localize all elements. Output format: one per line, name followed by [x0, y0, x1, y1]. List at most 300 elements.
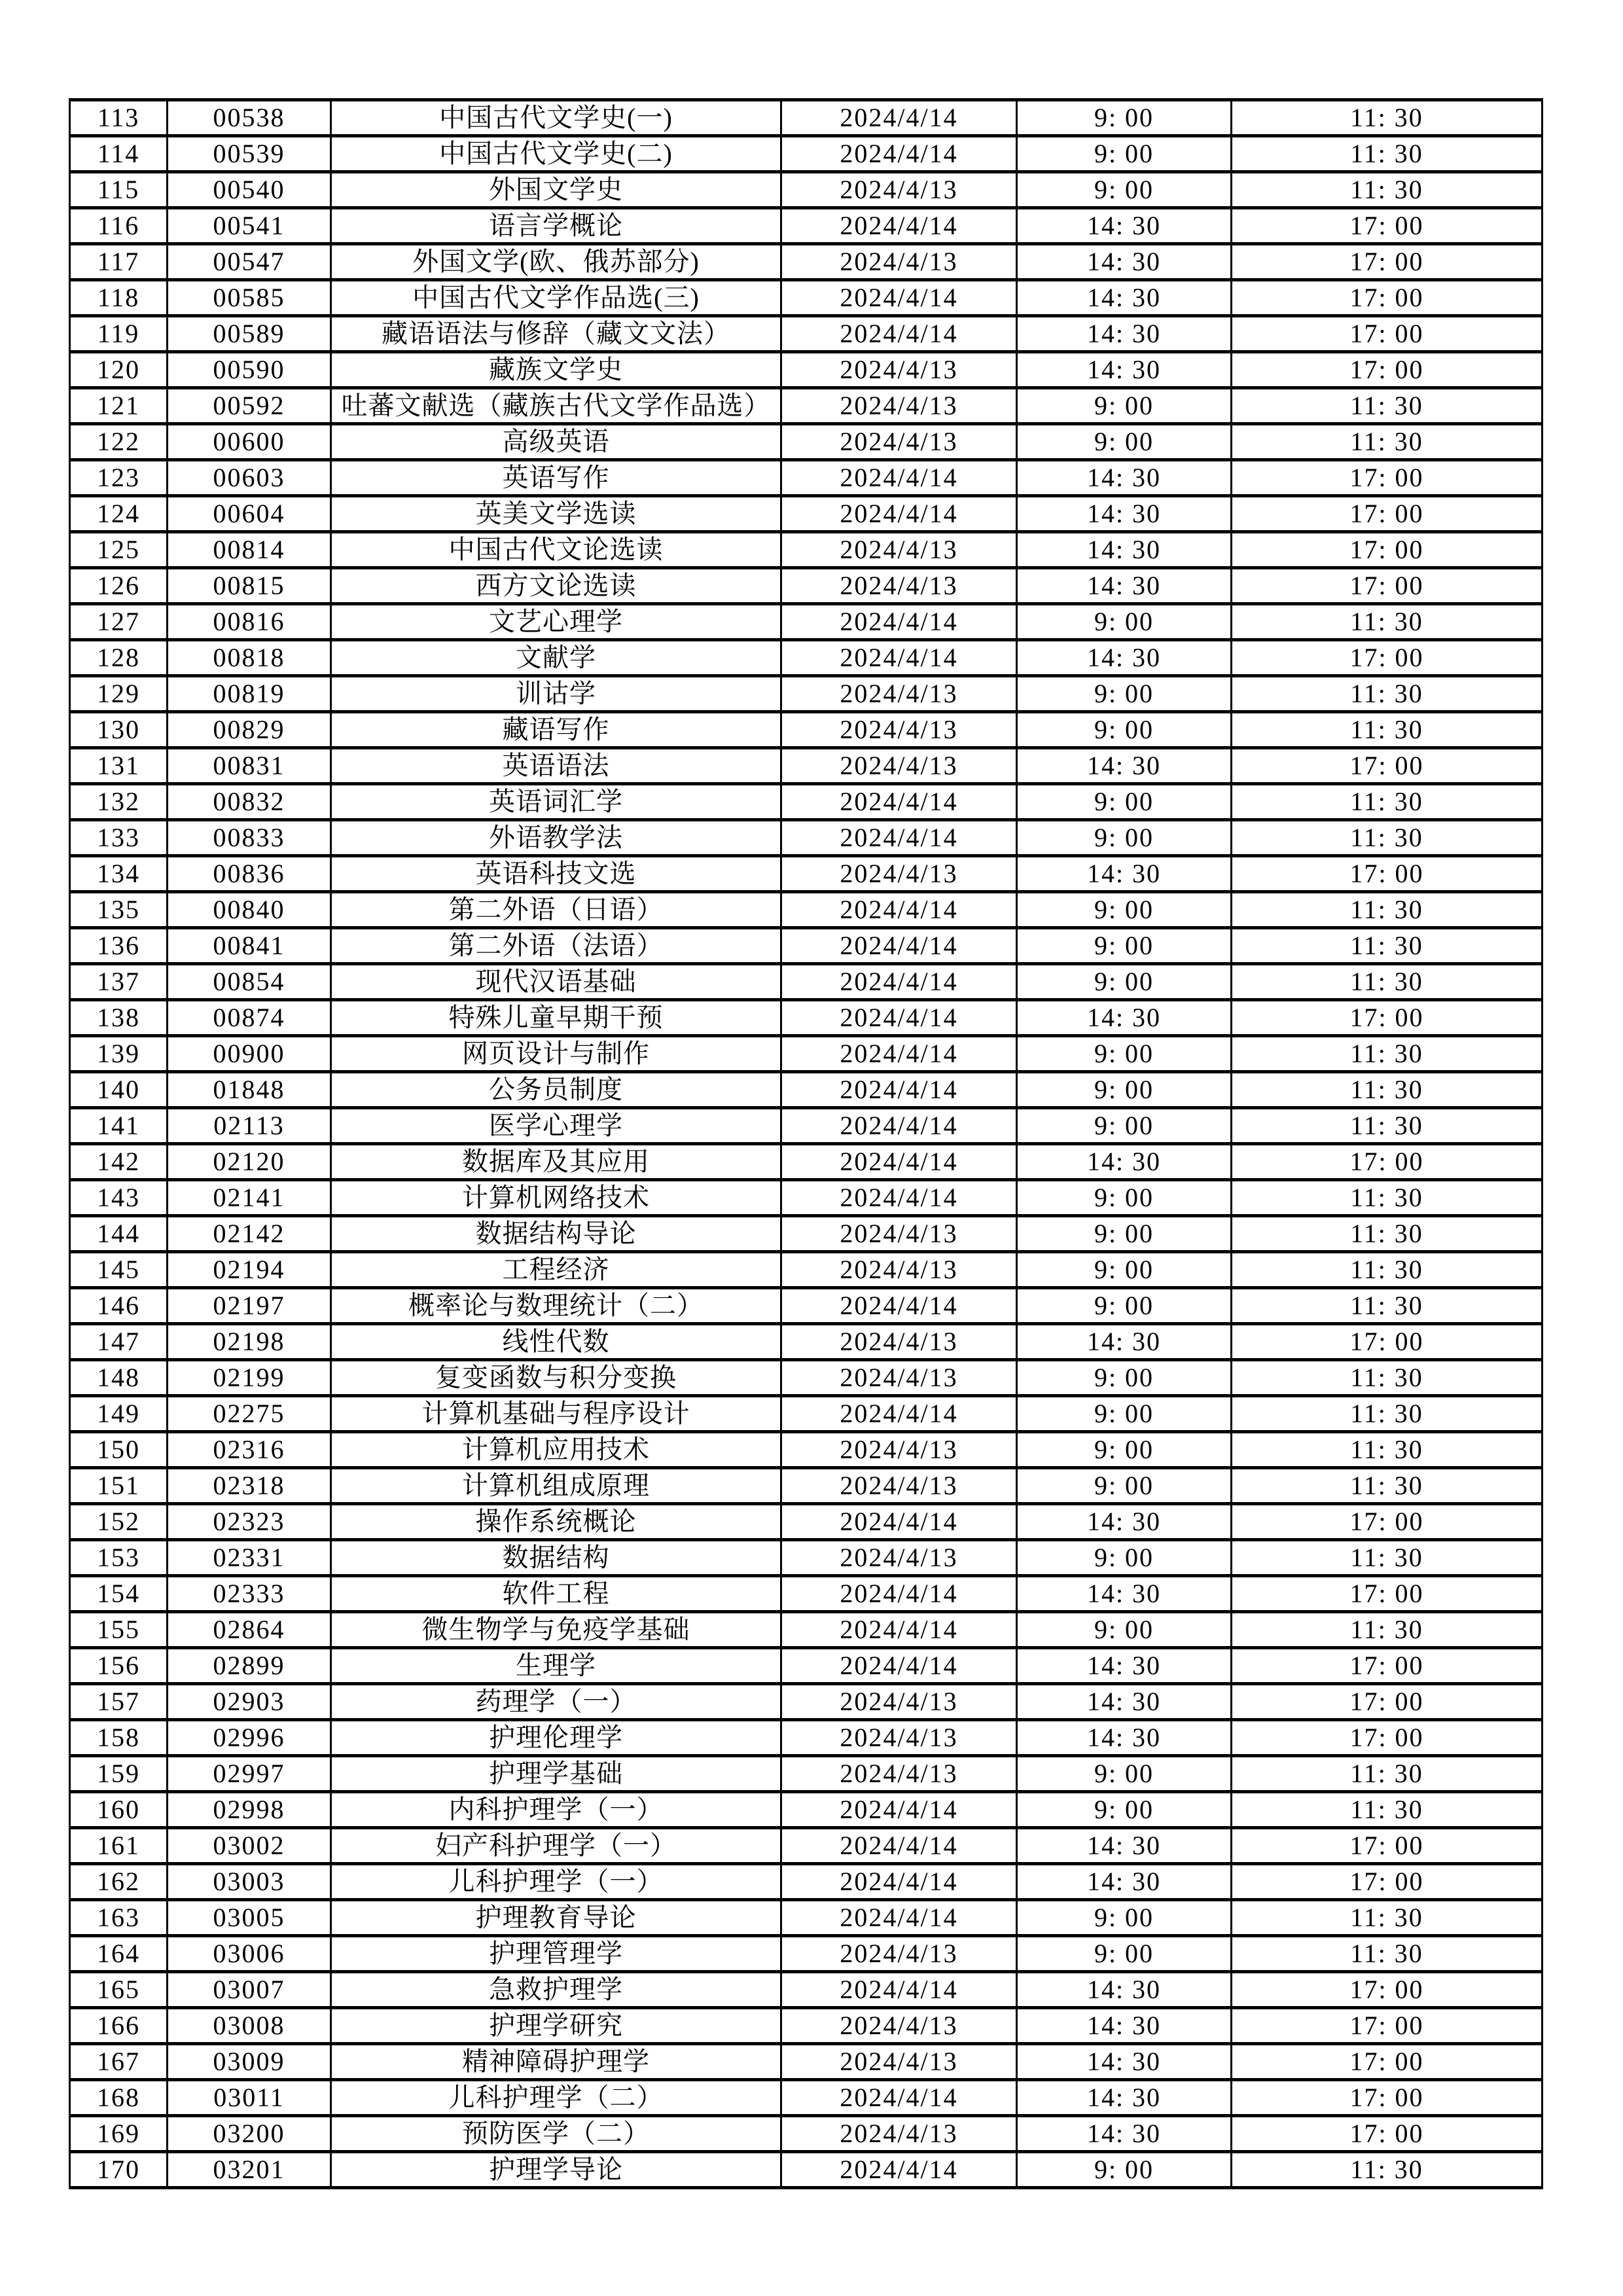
- exam-date-cell: 2024/4/13: [781, 1468, 1017, 1504]
- course-code-cell: 02333: [168, 1576, 331, 1612]
- exam-date-cell: 2024/4/13: [781, 1684, 1017, 1720]
- start-time-cell: 14: 30: [1017, 280, 1232, 316]
- end-time-cell: 17: 00: [1232, 2044, 1543, 2080]
- course-code-cell: 02141: [168, 1180, 331, 1216]
- table-row: [70, 2152, 1543, 2188]
- exam-date-cell: 2024/4/14: [781, 1036, 1017, 1072]
- row-number-cell: 124: [70, 496, 168, 532]
- course-code-cell: 00585: [168, 280, 331, 316]
- end-time-cell: 17: 00: [1232, 2116, 1543, 2152]
- table-row: [70, 532, 1543, 568]
- row-number-cell: 136: [70, 928, 168, 964]
- exam-date-cell: 2024/4/14: [781, 496, 1017, 532]
- course-code-cell: 00816: [168, 604, 331, 640]
- course-name-cell: 英语科技文选: [331, 856, 781, 892]
- row-number-cell: 142: [70, 1144, 168, 1180]
- exam-date-cell: 2024/4/14: [781, 1612, 1017, 1648]
- course-code-cell: 00603: [168, 460, 331, 496]
- row-number-cell: 115: [70, 172, 168, 208]
- end-time-cell: 11: 30: [1232, 892, 1543, 928]
- exam-date-cell: 2024/4/13: [781, 352, 1017, 388]
- start-time-cell: 14: 30: [1017, 856, 1232, 892]
- exam-date-cell: 2024/4/14: [781, 280, 1017, 316]
- exam-date-cell: 2024/4/13: [781, 748, 1017, 784]
- course-name-cell: 护理学导论: [331, 2152, 781, 2188]
- exam-date-cell: 2024/4/14: [781, 1180, 1017, 1216]
- table-row: [70, 1108, 1543, 1144]
- course-code-cell: 02998: [168, 1792, 331, 1828]
- table-row: [70, 424, 1543, 460]
- course-code-cell: 02997: [168, 1756, 331, 1792]
- end-time-cell: 11: 30: [1232, 1360, 1543, 1396]
- course-code-cell: 00604: [168, 496, 331, 532]
- course-code-cell: 00840: [168, 892, 331, 928]
- exam-date-cell: 2024/4/14: [781, 1108, 1017, 1144]
- end-time-cell: 11: 30: [1232, 820, 1543, 856]
- exam-date-cell: 2024/4/14: [781, 2152, 1017, 2188]
- table-row: [70, 604, 1543, 640]
- exam-date-cell: 2024/4/13: [781, 856, 1017, 892]
- row-number-cell: 121: [70, 388, 168, 424]
- end-time-cell: 17: 00: [1232, 748, 1543, 784]
- course-code-cell: 02899: [168, 1648, 331, 1684]
- course-code-cell: 02331: [168, 1540, 331, 1576]
- table-row: [70, 1684, 1543, 1720]
- course-code-cell: 02113: [168, 1108, 331, 1144]
- start-time-cell: 14: 30: [1017, 568, 1232, 604]
- end-time-cell: 17: 00: [1232, 1828, 1543, 1864]
- row-number-cell: 120: [70, 352, 168, 388]
- row-number-cell: 135: [70, 892, 168, 928]
- table-row: [70, 2080, 1543, 2116]
- end-time-cell: 17: 00: [1232, 460, 1543, 496]
- course-name-cell: 计算机组成原理: [331, 1468, 781, 1504]
- end-time-cell: 11: 30: [1232, 1216, 1543, 1252]
- table-row: [70, 1576, 1543, 1612]
- end-time-cell: 11: 30: [1232, 1756, 1543, 1792]
- row-number-cell: 165: [70, 1972, 168, 2008]
- end-time-cell: 11: 30: [1232, 1072, 1543, 1108]
- start-time-cell: 14: 30: [1017, 2080, 1232, 2116]
- exam-date-cell: 2024/4/14: [781, 1828, 1017, 1864]
- start-time-cell: 9: 00: [1017, 1900, 1232, 1936]
- course-code-cell: 03008: [168, 2008, 331, 2044]
- start-time-cell: 14: 30: [1017, 316, 1232, 352]
- course-code-cell: 02996: [168, 1720, 331, 1756]
- start-time-cell: 14: 30: [1017, 1504, 1232, 1540]
- table-row: [70, 1432, 1543, 1468]
- row-number-cell: 116: [70, 208, 168, 244]
- row-number-cell: 140: [70, 1072, 168, 1108]
- start-time-cell: 9: 00: [1017, 892, 1232, 928]
- table-row: [70, 1864, 1543, 1900]
- start-time-cell: 9: 00: [1017, 1936, 1232, 1972]
- end-time-cell: 17: 00: [1232, 2008, 1543, 2044]
- start-time-cell: 9: 00: [1017, 1396, 1232, 1432]
- course-name-cell: 护理管理学: [331, 1936, 781, 1972]
- course-name-cell: 藏族文学史: [331, 352, 781, 388]
- course-name-cell: 护理学研究: [331, 2008, 781, 2044]
- row-number-cell: 123: [70, 460, 168, 496]
- end-time-cell: 11: 30: [1232, 1396, 1543, 1432]
- end-time-cell: 11: 30: [1232, 1612, 1543, 1648]
- end-time-cell: 17: 00: [1232, 244, 1543, 280]
- start-time-cell: 9: 00: [1017, 1540, 1232, 1576]
- course-name-cell: 精神障碍护理学: [331, 2044, 781, 2080]
- end-time-cell: 11: 30: [1232, 136, 1543, 172]
- row-number-cell: 145: [70, 1252, 168, 1288]
- table-row: [70, 1900, 1543, 1936]
- course-code-cell: 00541: [168, 208, 331, 244]
- table-row: [70, 1072, 1543, 1108]
- end-time-cell: 11: 30: [1232, 388, 1543, 424]
- table-row: [70, 2008, 1543, 2044]
- exam-date-cell: 2024/4/13: [781, 2008, 1017, 2044]
- table-row: [70, 784, 1543, 820]
- exam-date-cell: 2024/4/13: [781, 1936, 1017, 1972]
- table-row: [70, 460, 1543, 496]
- course-code-cell: 00600: [168, 424, 331, 460]
- end-time-cell: 17: 00: [1232, 208, 1543, 244]
- row-number-cell: 137: [70, 964, 168, 1000]
- end-time-cell: 11: 30: [1232, 1936, 1543, 1972]
- end-time-cell: 11: 30: [1232, 604, 1543, 640]
- course-name-cell: 护理伦理学: [331, 1720, 781, 1756]
- table-row: [70, 352, 1543, 388]
- exam-date-cell: 2024/4/14: [781, 784, 1017, 820]
- exam-date-cell: 2024/4/14: [781, 100, 1017, 136]
- end-time-cell: 17: 00: [1232, 568, 1543, 604]
- start-time-cell: 14: 30: [1017, 1648, 1232, 1684]
- row-number-cell: 122: [70, 424, 168, 460]
- end-time-cell: 11: 30: [1232, 1180, 1543, 1216]
- table-row: [70, 244, 1543, 280]
- course-name-cell: 计算机基础与程序设计: [331, 1396, 781, 1432]
- start-time-cell: 9: 00: [1017, 100, 1232, 136]
- course-code-cell: 00592: [168, 388, 331, 424]
- table-row: [70, 1540, 1543, 1576]
- course-name-cell: 高级英语: [331, 424, 781, 460]
- row-number-cell: 158: [70, 1720, 168, 1756]
- course-name-cell: 文艺心理学: [331, 604, 781, 640]
- exam-date-cell: 2024/4/13: [781, 1216, 1017, 1252]
- start-time-cell: 9: 00: [1017, 712, 1232, 748]
- end-time-cell: 11: 30: [1232, 1432, 1543, 1468]
- course-name-cell: 数据结构: [331, 1540, 781, 1576]
- start-time-cell: 9: 00: [1017, 424, 1232, 460]
- course-code-cell: 00815: [168, 568, 331, 604]
- course-code-cell: 03009: [168, 2044, 331, 2080]
- course-name-cell: 文献学: [331, 640, 781, 676]
- course-code-cell: 00589: [168, 316, 331, 352]
- row-number-cell: 167: [70, 2044, 168, 2080]
- course-name-cell: 西方文论选读: [331, 568, 781, 604]
- end-time-cell: 11: 30: [1232, 1288, 1543, 1324]
- course-code-cell: 02275: [168, 1396, 331, 1432]
- table-row: [70, 568, 1543, 604]
- start-time-cell: 14: 30: [1017, 1576, 1232, 1612]
- exam-date-cell: 2024/4/13: [781, 388, 1017, 424]
- row-number-cell: 151: [70, 1468, 168, 1504]
- start-time-cell: 14: 30: [1017, 1684, 1232, 1720]
- start-time-cell: 9: 00: [1017, 1180, 1232, 1216]
- course-code-cell: 00832: [168, 784, 331, 820]
- table-row: [70, 1180, 1543, 1216]
- course-code-cell: 02120: [168, 1144, 331, 1180]
- course-code-cell: 00829: [168, 712, 331, 748]
- course-name-cell: 儿科护理学（二）: [331, 2080, 781, 2116]
- course-name-cell: 英语词汇学: [331, 784, 781, 820]
- table-row: [70, 1828, 1543, 1864]
- start-time-cell: 14: 30: [1017, 2008, 1232, 2044]
- course-code-cell: 00836: [168, 856, 331, 892]
- table-row: [70, 892, 1543, 928]
- end-time-cell: 11: 30: [1232, 1540, 1543, 1576]
- exam-date-cell: 2024/4/14: [781, 1072, 1017, 1108]
- row-number-cell: 118: [70, 280, 168, 316]
- course-code-cell: 00819: [168, 676, 331, 712]
- course-name-cell: 中国古代文论选读: [331, 532, 781, 568]
- course-code-cell: 02318: [168, 1468, 331, 1504]
- course-name-cell: 计算机应用技术: [331, 1432, 781, 1468]
- table-row: [70, 2044, 1543, 2080]
- end-time-cell: 17: 00: [1232, 1000, 1543, 1036]
- start-time-cell: 9: 00: [1017, 1792, 1232, 1828]
- end-time-cell: 11: 30: [1232, 712, 1543, 748]
- exam-schedule-table: [69, 98, 1543, 2189]
- start-time-cell: 14: 30: [1017, 460, 1232, 496]
- exam-date-cell: 2024/4/14: [781, 964, 1017, 1000]
- course-code-cell: 02142: [168, 1216, 331, 1252]
- course-name-cell: 英美文学选读: [331, 496, 781, 532]
- row-number-cell: 166: [70, 2008, 168, 2044]
- row-number-cell: 139: [70, 1036, 168, 1072]
- course-code-cell: 00900: [168, 1036, 331, 1072]
- exam-date-cell: 2024/4/13: [781, 532, 1017, 568]
- table-row: [70, 1288, 1543, 1324]
- end-time-cell: 11: 30: [1232, 1900, 1543, 1936]
- start-time-cell: 14: 30: [1017, 208, 1232, 244]
- course-code-cell: 03002: [168, 1828, 331, 1864]
- start-time-cell: 14: 30: [1017, 1972, 1232, 2008]
- exam-date-cell: 2024/4/14: [781, 640, 1017, 676]
- row-number-cell: 126: [70, 568, 168, 604]
- row-number-cell: 117: [70, 244, 168, 280]
- course-code-cell: 02316: [168, 1432, 331, 1468]
- row-number-cell: 159: [70, 1756, 168, 1792]
- exam-date-cell: 2024/4/13: [781, 1720, 1017, 1756]
- exam-date-cell: 2024/4/14: [781, 1000, 1017, 1036]
- start-time-cell: 9: 00: [1017, 2152, 1232, 2188]
- course-code-cell: 00841: [168, 928, 331, 964]
- exam-date-cell: 2024/4/14: [781, 820, 1017, 856]
- start-time-cell: 14: 30: [1017, 748, 1232, 784]
- table-row: [70, 1360, 1543, 1396]
- end-time-cell: 17: 00: [1232, 496, 1543, 532]
- table-row: [70, 1144, 1543, 1180]
- course-code-cell: 00833: [168, 820, 331, 856]
- end-time-cell: 17: 00: [1232, 280, 1543, 316]
- end-time-cell: 17: 00: [1232, 1324, 1543, 1360]
- row-number-cell: 168: [70, 2080, 168, 2116]
- exam-date-cell: 2024/4/13: [781, 1324, 1017, 1360]
- table-row: [70, 964, 1543, 1000]
- table-row: [70, 1612, 1543, 1648]
- row-number-cell: 141: [70, 1108, 168, 1144]
- row-number-cell: 129: [70, 676, 168, 712]
- course-name-cell: 数据库及其应用: [331, 1144, 781, 1180]
- table-row: [70, 1324, 1543, 1360]
- course-name-cell: 现代汉语基础: [331, 964, 781, 1000]
- course-name-cell: 训诂学: [331, 676, 781, 712]
- course-name-cell: 操作系统概论: [331, 1504, 781, 1540]
- course-code-cell: 03003: [168, 1864, 331, 1900]
- end-time-cell: 11: 30: [1232, 1252, 1543, 1288]
- course-code-cell: 00538: [168, 100, 331, 136]
- course-name-cell: 第二外语（日语）: [331, 892, 781, 928]
- row-number-cell: 152: [70, 1504, 168, 1540]
- end-time-cell: 17: 00: [1232, 1864, 1543, 1900]
- course-code-cell: 02323: [168, 1504, 331, 1540]
- table-row: [70, 640, 1543, 676]
- start-time-cell: 14: 30: [1017, 1864, 1232, 1900]
- course-code-cell: 03005: [168, 1900, 331, 1936]
- row-number-cell: 156: [70, 1648, 168, 1684]
- start-time-cell: 14: 30: [1017, 1828, 1232, 1864]
- course-code-cell: 01848: [168, 1072, 331, 1108]
- course-code-cell: 02198: [168, 1324, 331, 1360]
- course-code-cell: 00831: [168, 748, 331, 784]
- exam-date-cell: 2024/4/14: [781, 1972, 1017, 2008]
- exam-date-cell: 2024/4/14: [781, 1900, 1017, 1936]
- start-time-cell: 9: 00: [1017, 1288, 1232, 1324]
- row-number-cell: 127: [70, 604, 168, 640]
- end-time-cell: 11: 30: [1232, 424, 1543, 460]
- row-number-cell: 147: [70, 1324, 168, 1360]
- exam-date-cell: 2024/4/13: [781, 712, 1017, 748]
- end-time-cell: 17: 00: [1232, 1576, 1543, 1612]
- table-row: [70, 208, 1543, 244]
- exam-date-cell: 2024/4/14: [781, 892, 1017, 928]
- course-name-cell: 外语教学法: [331, 820, 781, 856]
- end-time-cell: 11: 30: [1232, 172, 1543, 208]
- table-row: [70, 1036, 1543, 1072]
- row-number-cell: 131: [70, 748, 168, 784]
- exam-date-cell: 2024/4/14: [781, 1144, 1017, 1180]
- course-name-cell: 外国文学史: [331, 172, 781, 208]
- exam-date-cell: 2024/4/14: [781, 208, 1017, 244]
- exam-date-cell: 2024/4/13: [781, 1360, 1017, 1396]
- end-time-cell: 17: 00: [1232, 856, 1543, 892]
- row-number-cell: 164: [70, 1936, 168, 1972]
- table-row: [70, 1756, 1543, 1792]
- course-name-cell: 医学心理学: [331, 1108, 781, 1144]
- table-row: [70, 1792, 1543, 1828]
- end-time-cell: 17: 00: [1232, 1972, 1543, 2008]
- exam-date-cell: 2024/4/14: [781, 1792, 1017, 1828]
- start-time-cell: 9: 00: [1017, 388, 1232, 424]
- table-row: [70, 1648, 1543, 1684]
- table-row: [70, 1936, 1543, 1972]
- row-number-cell: 150: [70, 1432, 168, 1468]
- table-row: [70, 1720, 1543, 1756]
- end-time-cell: 11: 30: [1232, 1792, 1543, 1828]
- course-name-cell: 急救护理学: [331, 1972, 781, 2008]
- row-number-cell: 153: [70, 1540, 168, 1576]
- end-time-cell: 11: 30: [1232, 784, 1543, 820]
- start-time-cell: 14: 30: [1017, 1144, 1232, 1180]
- table-row: [70, 748, 1543, 784]
- course-code-cell: 00540: [168, 172, 331, 208]
- start-time-cell: 14: 30: [1017, 496, 1232, 532]
- exam-date-cell: 2024/4/14: [781, 1396, 1017, 1432]
- exam-date-cell: 2024/4/13: [781, 676, 1017, 712]
- course-code-cell: 03011: [168, 2080, 331, 2116]
- course-code-cell: 02864: [168, 1612, 331, 1648]
- row-number-cell: 143: [70, 1180, 168, 1216]
- course-code-cell: 00854: [168, 964, 331, 1000]
- course-code-cell: 02197: [168, 1288, 331, 1324]
- table-row: [70, 1396, 1543, 1432]
- row-number-cell: 130: [70, 712, 168, 748]
- course-name-cell: 藏语写作: [331, 712, 781, 748]
- exam-date-cell: 2024/4/13: [781, 172, 1017, 208]
- exam-date-cell: 2024/4/14: [781, 1864, 1017, 1900]
- end-time-cell: 17: 00: [1232, 532, 1543, 568]
- table-row: [70, 1216, 1543, 1252]
- table-row: [70, 1504, 1543, 1540]
- exam-date-cell: 2024/4/13: [781, 1252, 1017, 1288]
- exam-date-cell: 2024/4/14: [781, 136, 1017, 172]
- start-time-cell: 14: 30: [1017, 532, 1232, 568]
- start-time-cell: 14: 30: [1017, 1000, 1232, 1036]
- exam-date-cell: 2024/4/14: [781, 604, 1017, 640]
- course-name-cell: 妇产科护理学（一）: [331, 1828, 781, 1864]
- start-time-cell: 14: 30: [1017, 352, 1232, 388]
- end-time-cell: 17: 00: [1232, 352, 1543, 388]
- row-number-cell: 144: [70, 1216, 168, 1252]
- exam-date-cell: 2024/4/14: [781, 1576, 1017, 1612]
- row-number-cell: 125: [70, 532, 168, 568]
- course-name-cell: 预防医学（二）: [331, 2116, 781, 2152]
- exam-date-cell: 2024/4/14: [781, 316, 1017, 352]
- table-row: [70, 1000, 1543, 1036]
- end-time-cell: 11: 30: [1232, 2152, 1543, 2188]
- row-number-cell: 155: [70, 1612, 168, 1648]
- end-time-cell: 17: 00: [1232, 1684, 1543, 1720]
- row-number-cell: 163: [70, 1900, 168, 1936]
- table-row: [70, 676, 1543, 712]
- row-number-cell: 132: [70, 784, 168, 820]
- row-number-cell: 160: [70, 1792, 168, 1828]
- exam-date-cell: 2024/4/14: [781, 1288, 1017, 1324]
- start-time-cell: 9: 00: [1017, 1252, 1232, 1288]
- course-code-cell: 03006: [168, 1936, 331, 1972]
- exam-date-cell: 2024/4/14: [781, 2080, 1017, 2116]
- course-name-cell: 藏语语法与修辞（藏文文法）: [331, 316, 781, 352]
- table-row: [70, 172, 1543, 208]
- course-name-cell: 生理学: [331, 1648, 781, 1684]
- course-code-cell: 02199: [168, 1360, 331, 1396]
- row-number-cell: 157: [70, 1684, 168, 1720]
- course-name-cell: 公务员制度: [331, 1072, 781, 1108]
- table-row: [70, 820, 1543, 856]
- exam-schedule-body: [70, 100, 1543, 2188]
- start-time-cell: 14: 30: [1017, 1720, 1232, 1756]
- start-time-cell: 9: 00: [1017, 1756, 1232, 1792]
- course-code-cell: 02194: [168, 1252, 331, 1288]
- course-name-cell: 中国古代文学史(一): [331, 100, 781, 136]
